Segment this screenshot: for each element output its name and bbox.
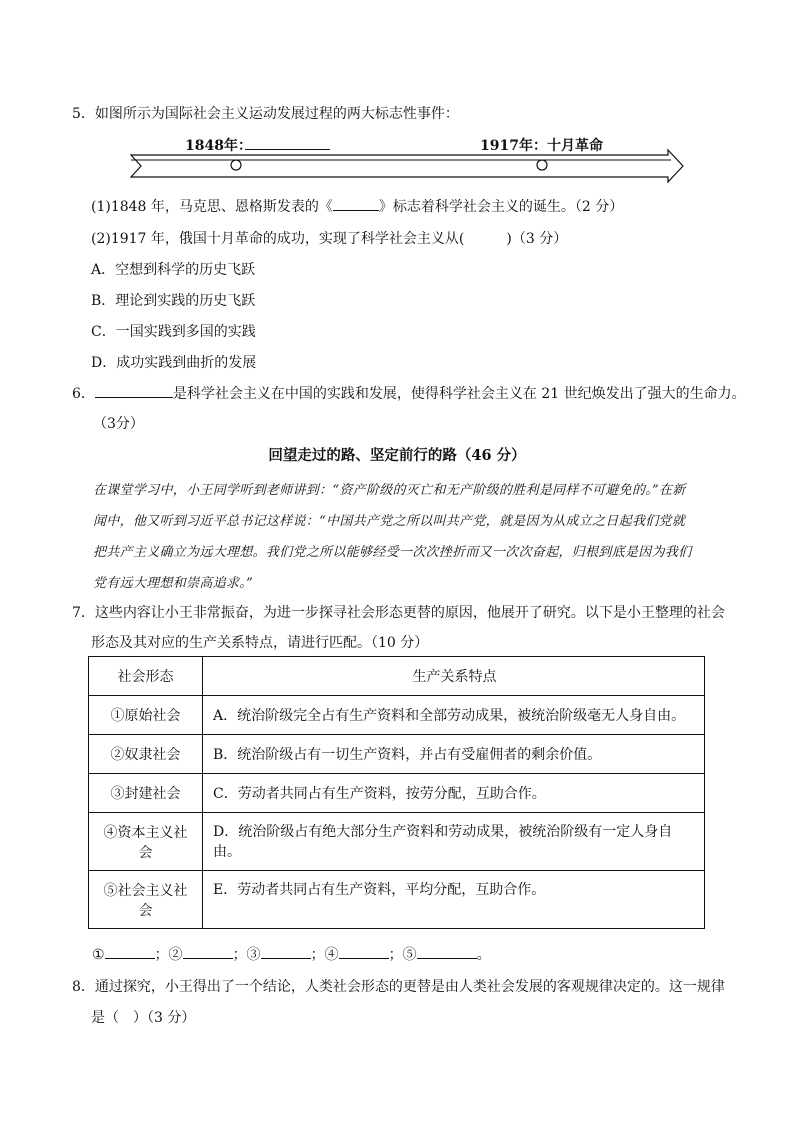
- q5-option-b[interactable]: B．理论到实践的历史飞跃: [91, 293, 256, 309]
- q5-option-d[interactable]: D．成功实践到曲折的发展: [91, 355, 257, 371]
- timeline-point-1848: [231, 160, 241, 170]
- q5-option-c[interactable]: C．一国实践到多国的实践: [91, 324, 256, 340]
- table-row: [89, 696, 705, 735]
- intro-line-3: 把共产主义确立为远大理想。我们党之所以能够经受一次次挫折而又一次次奋起，归根到底是因为我们: [93, 545, 692, 560]
- table-cell-form: [89, 813, 203, 871]
- table-cell-feature: D．统治阶级占有绝大部分生产资料和劳动成果，被统治阶级有一定人身自由。: [203, 813, 705, 871]
- q8-number: 8．: [72, 979, 95, 995]
- intro-line-1: 在课堂学习中，小王同学听到老师讲到：“资产阶级的灭亡和无产阶级的胜利是同样不可避免的。”在新: [93, 483, 686, 498]
- table-cell-form: ③封建社会: [89, 774, 203, 813]
- answer-blank-1[interactable]: [105, 944, 155, 959]
- answer-label-2: ；②: [154, 947, 183, 963]
- q5-sub1-text-a: (1)1848 年，马克思、恩格斯发表的《: [91, 199, 333, 215]
- table-header-feature: 生产关系特点: [203, 657, 705, 696]
- timeline-arrow: [130, 133, 686, 185]
- table-row: [89, 813, 705, 871]
- q5-sub2: (2)1917 年，俄国十月革命的成功，实现了科学社会主义从( )（3 分）: [91, 231, 568, 247]
- table-row: [89, 871, 705, 929]
- timeline-label-1848: 1848年：: [185, 138, 252, 154]
- q7-line-1: [72, 602, 725, 622]
- answer-label-3: ；③: [232, 947, 261, 963]
- table-cell-form-line-1: ④资本主义社: [103, 824, 188, 841]
- answer-end: 。: [476, 947, 491, 963]
- q5-timeline: [130, 133, 686, 185]
- q6-text: 是科学社会主义在中国的实践和发展，使得科学社会主义在 21 世纪焕发出了强大的生命力。: [172, 386, 746, 402]
- table-cell-form-line-1: ⑤社会主义社: [103, 882, 188, 899]
- q6-score: （3分）: [93, 416, 144, 432]
- q8-text-1: 通过探究，小王得出了一个结论，人类社会形态的更替是由人类社会发展的客观规律决定的。这一规律: [94, 979, 725, 995]
- table-row: [89, 735, 705, 774]
- answer-blank-5[interactable]: [417, 944, 477, 959]
- timeline-point-1917: [537, 160, 547, 170]
- table-cell-feature: E．劳动者共同占有生产资料，平均分配，互助合作。: [203, 871, 705, 929]
- table-cell-form-line-2: 会: [138, 844, 153, 861]
- q5-stem-text: 如图所示为国际社会主义运动发展过程的两大标志性事件：: [94, 106, 459, 122]
- table-cell-feature: B．统治阶级占有一切生产资料，并占有受雇佣者的剩余价值。: [203, 735, 705, 774]
- answer-blank-2[interactable]: [183, 944, 233, 959]
- q5-sub1: [91, 196, 623, 216]
- q5-sub1-blank[interactable]: [333, 196, 379, 211]
- table-cell-form: ②奴隶社会: [89, 735, 203, 774]
- social-forms-table: [88, 656, 705, 929]
- answer-label-1: ①: [92, 947, 105, 963]
- q6-number: 6．: [72, 386, 95, 402]
- answer-label-5: ；⑤: [388, 947, 417, 963]
- q5-sub1-text-b: 》标志着科学社会主义的诞生。（2 分）: [378, 199, 624, 215]
- q7-line-2: 形态及其对应的生产关系特点，请进行匹配。（10 分）: [91, 635, 429, 651]
- q5-stem: [72, 103, 459, 123]
- q7-text-1: 这些内容让小王非常振奋，为进一步探寻社会形态更替的原因，他展开了研究。以下是小王整理的社会: [94, 605, 725, 621]
- q8-line-2: 是（ ）（3 分）: [91, 1010, 196, 1026]
- answer-label-4: ；④: [310, 947, 339, 963]
- q5-option-a[interactable]: A．空想到科学的历史飞跃: [91, 262, 256, 278]
- table-row: [89, 774, 705, 813]
- table-cell-feature: A．统治阶级完全占有生产资料和全部劳动成果，被统治阶级毫无人身自由。: [203, 696, 705, 735]
- table-header-row: [89, 657, 705, 696]
- q7-answers: [92, 944, 491, 964]
- answer-blank-4[interactable]: [339, 944, 389, 959]
- table-cell-feature: C．劳动者共同占有生产资料，按劳分配，互助合作。: [203, 774, 705, 813]
- intro-line-4: 党有远大理想和崇高追求。”: [93, 576, 254, 591]
- q5-number: 5．: [72, 106, 95, 122]
- table-cell-form-line-2: 会: [138, 902, 153, 919]
- q6-line: [72, 383, 746, 403]
- section-title: 回望走过的路、坚定前行的路（46 分）: [268, 447, 526, 464]
- intro-line-2: 闻中，他又听到习近平总书记这样说：“中国共产党之所以叫共产党，就是因为从成立之日起我们党就: [93, 514, 686, 529]
- q6-blank[interactable]: [95, 383, 173, 398]
- q7-number: 7．: [72, 605, 95, 621]
- timeline-label-1917: 1917年：十月革命: [480, 138, 603, 154]
- answer-blank-3[interactable]: [261, 944, 311, 959]
- table-cell-form: ①原始社会: [89, 696, 203, 735]
- q8-line-1: [72, 976, 725, 996]
- table-header-form: 社会形态: [89, 657, 203, 696]
- table-cell-form: [89, 871, 203, 929]
